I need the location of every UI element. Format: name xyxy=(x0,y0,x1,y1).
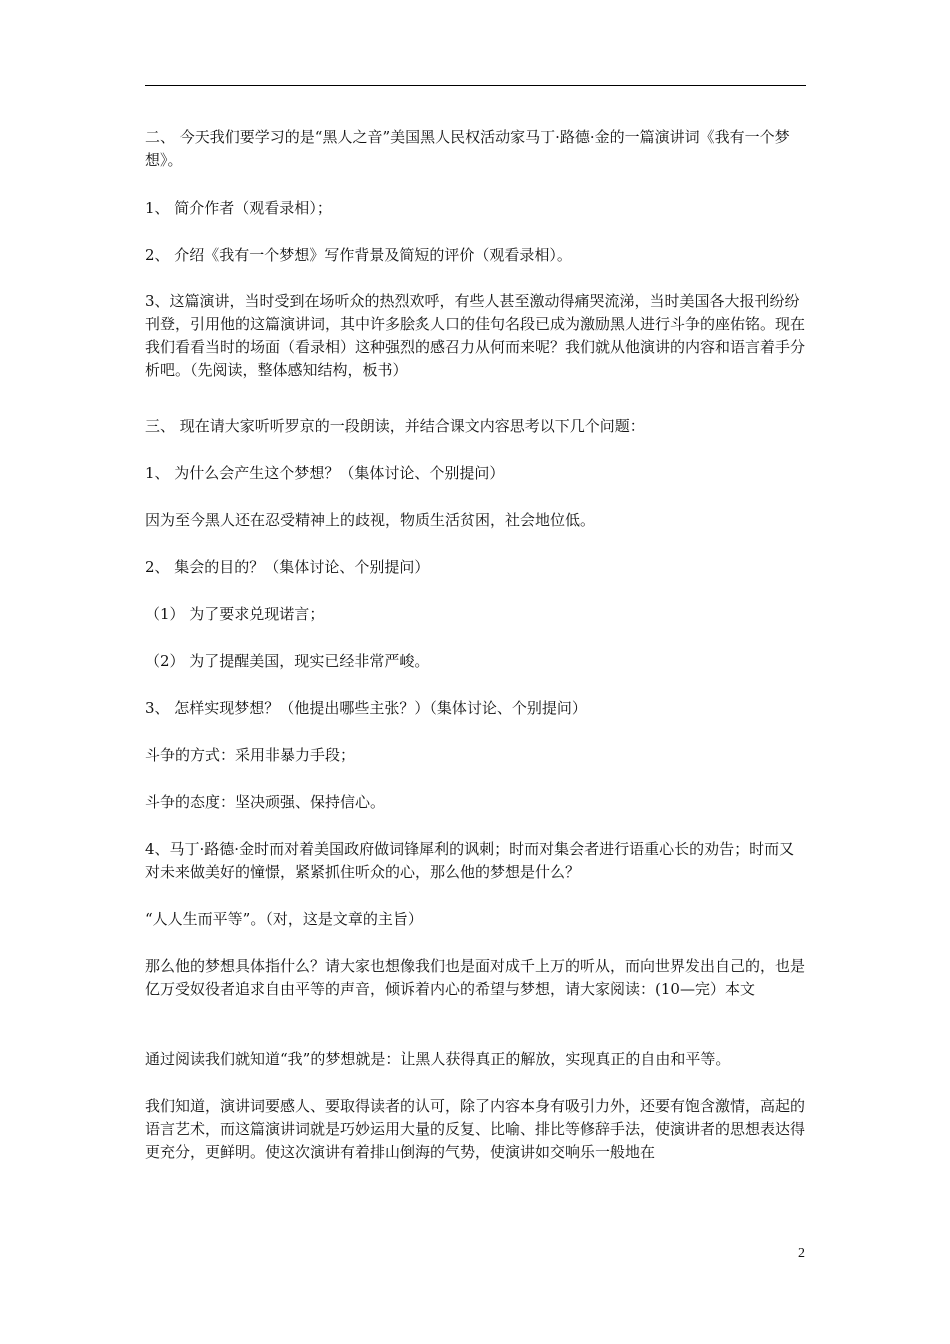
paragraph-item-2-background: 2、 介绍《我有一个梦想》写作背景及简短的评价（观看录相）。 xyxy=(145,246,572,264)
paragraph-answer-2-1: （1） 为了要求兑现诺言； xyxy=(145,605,325,623)
paragraph-question-2: 2、 集会的目的？（集体讨论、个别提问） xyxy=(145,558,430,576)
paragraph-section-two-intro: 二、 今天我们要学习的是“黑人之音”美国黑人民权活动家马丁·路德·金的一篇演讲词《我有一个梦想》。 xyxy=(145,128,790,169)
header-rule xyxy=(145,85,806,86)
paragraph-answer-2-2: （2） 为了提醒美国，现实已经非常严峻。 xyxy=(145,652,430,670)
paragraph-struggle-attitude: 斗争的态度：坚决顽强、保持信心。 xyxy=(145,793,386,811)
paragraph-main-theme: “人人生而平等”。（对，这是文章的主旨） xyxy=(145,910,423,928)
paragraph-question-4: 4、马丁·路德·金时而对着美国政府做词锋犀利的讽刺；时而对集会者进行语重心长的劝告；时而又对未来做美好的憧憬，紧紧抓住听众的心，那么他的梦想是什么？ xyxy=(145,840,795,881)
paragraph-item-3-speech-impact: 3、这篇演讲，当时受到在场听众的热烈欢呼，有些人甚至激动得痛哭流涕，当时美国各大报刊纷纷刊登，引用他的这篇演讲词，其中许多脍炙人口的佳句名段已成为激励黑人进行斗争的座佑铭。现在我们看看当时的场面（看录相）这种强烈的感召力从何而来呢？我们就从他演讲的内容和语言着手分析吧。（先阅读，整体感知结构，板书） xyxy=(145,292,806,379)
paragraph-answer-1: 因为至今黑人还在忍受精神上的歧视，物质生活贫困，社会地位低。 xyxy=(145,511,596,529)
paragraph-struggle-method: 斗争的方式：采用非暴力手段； xyxy=(145,746,356,764)
page-number: 2 xyxy=(798,1246,805,1261)
paragraph-item-1-author: 1、 简介作者（观看录相）； xyxy=(145,199,332,217)
paragraph-dream-details: 那么他的梦想具体指什么？请大家也想像我们也是面对成千上万的听从，而向世界发出自己的，也是亿万受奴役者追求自由平等的声音，倾诉着内心的希望与梦想，请大家阅读：(10—完）本文 xyxy=(145,957,806,998)
paragraph-dream-summary: 通过阅读我们就知道“我”的梦想就是：让黑人获得真正的解放，实现真正的自由和平等。 xyxy=(145,1050,731,1068)
paragraph-question-3: 3、 怎样实现梦想？（他提出哪些主张？）（集体讨论、个别提问） xyxy=(145,699,587,717)
paragraph-question-1: 1、 为什么会产生这个梦想？（集体讨论、个别提问） xyxy=(145,464,505,482)
paragraph-rhetoric: 我们知道，演讲词要感人、要取得读者的认可，除了内容本身有吸引力外，还要有饱含激情，高起的语言艺术，而这篇演讲词就是巧妙运用大量的反复、比喻、排比等修辞手法，使演讲者的思想表达得更充分，更鲜明。使这次演讲有着排山倒海的气势，使演讲如交响乐一般地在 xyxy=(145,1097,806,1161)
paragraph-section-three-intro: 三、 现在请大家听听罗京的一段朗读，并结合课文内容思考以下几个问题： xyxy=(145,417,645,435)
